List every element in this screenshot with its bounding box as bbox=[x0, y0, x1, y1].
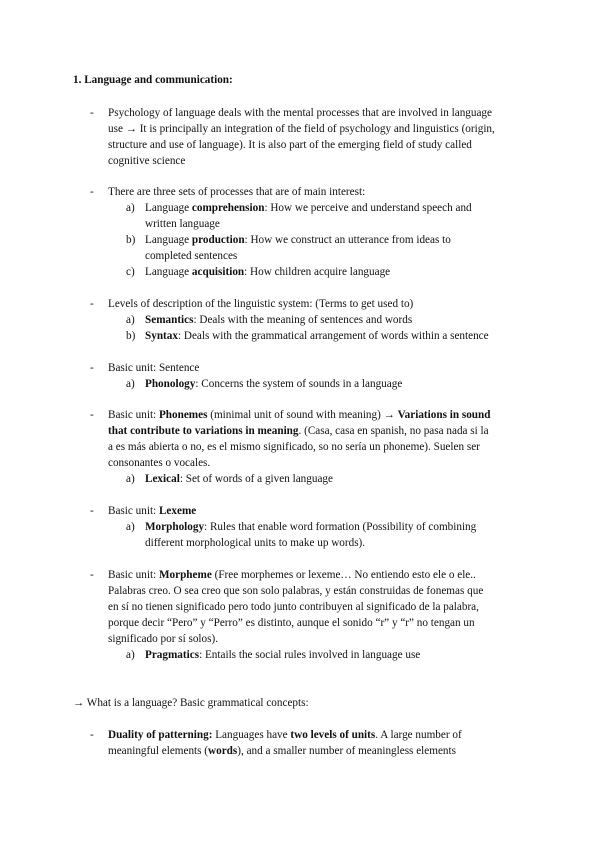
list-item: Language production: How we construct an utterance from ideas to bbox=[145, 234, 451, 246]
list-item: Semantics: Deals with the meaning of sentences and words bbox=[145, 314, 413, 326]
bullet-dash: - bbox=[90, 729, 94, 741]
list-marker: a) bbox=[126, 202, 135, 214]
list-item: Pragmatics: Entails the social rules involved in language use bbox=[145, 649, 421, 661]
paragraph-line: Palabras creo. O sea creo que son solo palabras, y están construidas de fonemas que bbox=[108, 585, 484, 597]
list-marker: a) bbox=[126, 378, 135, 390]
bullet-dash: - bbox=[90, 505, 94, 517]
paragraph-line: that contribute to variations in meaning. (Casa, casa en spanish, no pasa nada si la bbox=[108, 425, 489, 437]
subheading: → What is a language? Basic grammatical concepts: bbox=[73, 697, 309, 709]
bullet-dash: - bbox=[90, 569, 94, 581]
list-item-continuation: written language bbox=[145, 218, 220, 230]
paragraph-line: a es más abierta o no, es el mismo significado, so no sería un phoneme). Suelen ser bbox=[108, 441, 480, 453]
paragraph-line: meaningful elements (words), and a smaller number of meaningless elements bbox=[108, 745, 456, 757]
list-item: Language comprehension: How we perceive and understand speech and bbox=[145, 202, 472, 214]
bullet-dash: - bbox=[90, 362, 94, 374]
paragraph-line: There are three sets of processes that are of main interest: bbox=[108, 186, 366, 198]
paragraph-line: Basic unit: Lexeme bbox=[108, 505, 197, 517]
paragraph-line: Psychology of language deals with the mental processes that are involved in language bbox=[108, 107, 492, 119]
paragraph-line: Basic unit: Phonemes (minimal unit of sound with meaning) → Variations in sound bbox=[108, 409, 491, 421]
list-marker: b) bbox=[126, 330, 136, 342]
bullet-dash: - bbox=[90, 298, 94, 310]
list-item-continuation: different morphological units to make up words). bbox=[145, 537, 366, 549]
list-item: Lexical: Set of words of a given language bbox=[145, 473, 333, 485]
list-marker: a) bbox=[126, 649, 135, 661]
paragraph-line: Duality of patterning: Languages have two levels of units. A large number of bbox=[108, 729, 462, 741]
paragraph-line: Basic unit: Sentence bbox=[108, 362, 200, 374]
list-item: Language acquisition: How children acquire language bbox=[145, 266, 391, 278]
paragraph-line: Levels of description of the linguistic system: (Terms to get used to) bbox=[108, 298, 414, 310]
bullet-dash: - bbox=[90, 107, 94, 119]
list-item: Morphology: Rules that enable word formation (Possibility of combining bbox=[145, 521, 477, 533]
paragraph-line: consonantes o vocales. bbox=[108, 457, 211, 469]
list-item: Phonology: Concerns the system of sounds in a language bbox=[145, 378, 403, 390]
paragraph-line: significado por sí solos). bbox=[108, 633, 219, 645]
paragraph-line: porque decir “Pero” y “Perro” es distinto, aunque el sonido “r” y “r” no tengan un bbox=[108, 617, 475, 629]
paragraph-line: Basic unit: Morpheme (Free morphemes or lexeme… No entiendo esto ele o ele.. bbox=[108, 569, 476, 581]
list-marker: c) bbox=[126, 266, 135, 278]
section-heading: 1. Language and communication: bbox=[73, 74, 233, 86]
list-item: Syntax: Deals with the grammatical arrangement of words within a sentence bbox=[145, 330, 489, 342]
paragraph-line: structure and use of language). It is also part of the emerging field of study called bbox=[108, 139, 472, 151]
paragraph-line: en sí no tienen significado pero todo junto contribuyen al significado de la palabra, bbox=[108, 601, 479, 613]
bullet-dash: - bbox=[90, 409, 94, 421]
paragraph-line: use → It is principally an integration of the field of psychology and linguistics (origin, bbox=[108, 123, 495, 135]
bullet-dash: - bbox=[90, 186, 94, 198]
list-marker: b) bbox=[126, 234, 136, 246]
list-item-continuation: completed sentences bbox=[145, 250, 238, 262]
list-marker: a) bbox=[126, 473, 135, 485]
paragraph-line: cognitive science bbox=[108, 155, 186, 167]
list-marker: a) bbox=[126, 314, 135, 326]
list-marker: a) bbox=[126, 521, 135, 533]
